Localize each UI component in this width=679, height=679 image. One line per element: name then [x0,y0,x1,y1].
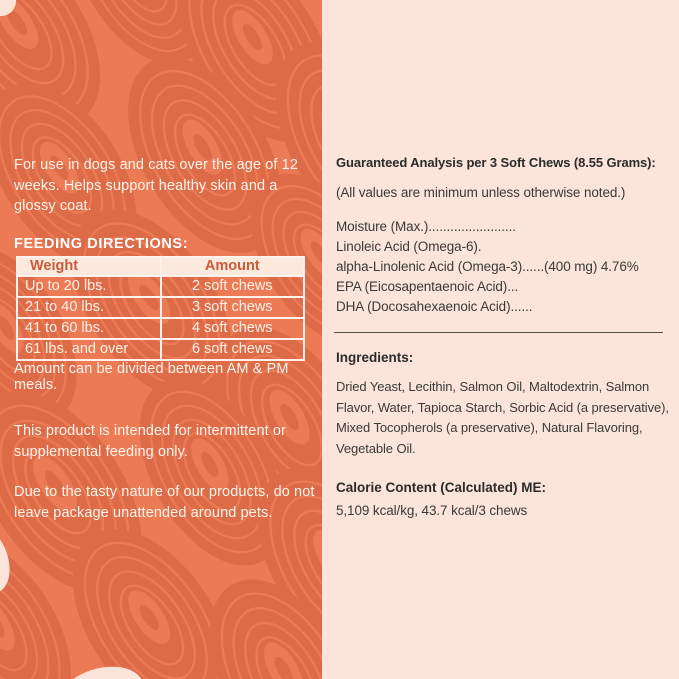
feeding-directions-heading: FEEDING DIRECTIONS: [14,236,189,252]
amount-cell: 2 soft chews [161,276,305,297]
amount-cell: 4 soft chews [161,318,305,339]
ingredients-text: Dried Yeast, Lecithin, Salmon Oil, Maltodextrin, Salmon Flavor, Water, Tapioca Starch, Sorbic Acid (a preservative), Mixed Tocopherols (a preservative), Natural Flavoring, Vegetable Oil. [336,379,669,456]
table-row [17,318,304,339]
section-divider [334,332,663,333]
analysis-item-moisture: Moisture (Max.)........................ [336,219,516,234]
analysis-item-linoleic: Linoleic Acid (Omega-6). [336,239,482,254]
intermittent-feeding-text: This product is intended for intermittent or supplemental feeding only. [14,423,286,460]
feeding-panel [0,0,322,679]
calorie-content-heading: Calorie Content (Calculated) ME: [336,480,547,495]
usage-intro-text: For use in dogs and cats over the age of 12 weeks. Helps support healthy skin and a glossy coat. [14,157,299,214]
amount-cell: 6 soft chews [161,339,305,360]
table-header-row [17,257,304,276]
table-row [17,276,304,297]
guaranteed-analysis-subheading: (All values are minimum unless otherwise noted.) [336,185,626,200]
weight-cell: Up to 20 lbs. [17,276,161,297]
amount-column-header: Amount [161,257,305,276]
guaranteed-analysis-list [336,217,676,317]
analysis-item-dha: DHA (Docosahexaenoic Acid)...... [336,299,533,314]
guaranteed-analysis-heading: Guaranteed Analysis per 3 Soft Chews (8.55 Grams): [336,155,656,170]
ingredients-heading: Ingredients: [336,350,414,365]
analysis-panel [322,0,679,679]
feeding-directions-table [16,256,305,361]
analysis-item-epa: EPA (Eicosapentaenoic Acid)... [336,279,519,294]
weight-cell: 41 to 60 lbs. [17,318,161,339]
table-row [17,297,304,318]
weight-cell: 61 lbs. and over [17,339,161,360]
amount-cell: 3 soft chews [161,297,305,318]
calorie-content-text: 5,109 kcal/kg, 43.7 kcal/3 chews [336,503,528,518]
caution-text: Due to the tasty nature of our products, do not leave package unattended around pets. [14,484,315,521]
analysis-item-alpha-linolenic: alpha-Linolenic Acid (Omega-3)......(400 mg) 4.76% [336,259,639,274]
feeding-panel-content [0,0,322,679]
weight-column-header: Weight [17,257,161,276]
am-pm-note: Amount can be divided between AM & PM meals. [14,361,289,393]
table-row [17,339,304,360]
weight-cell: 21 to 40 lbs. [17,297,161,318]
